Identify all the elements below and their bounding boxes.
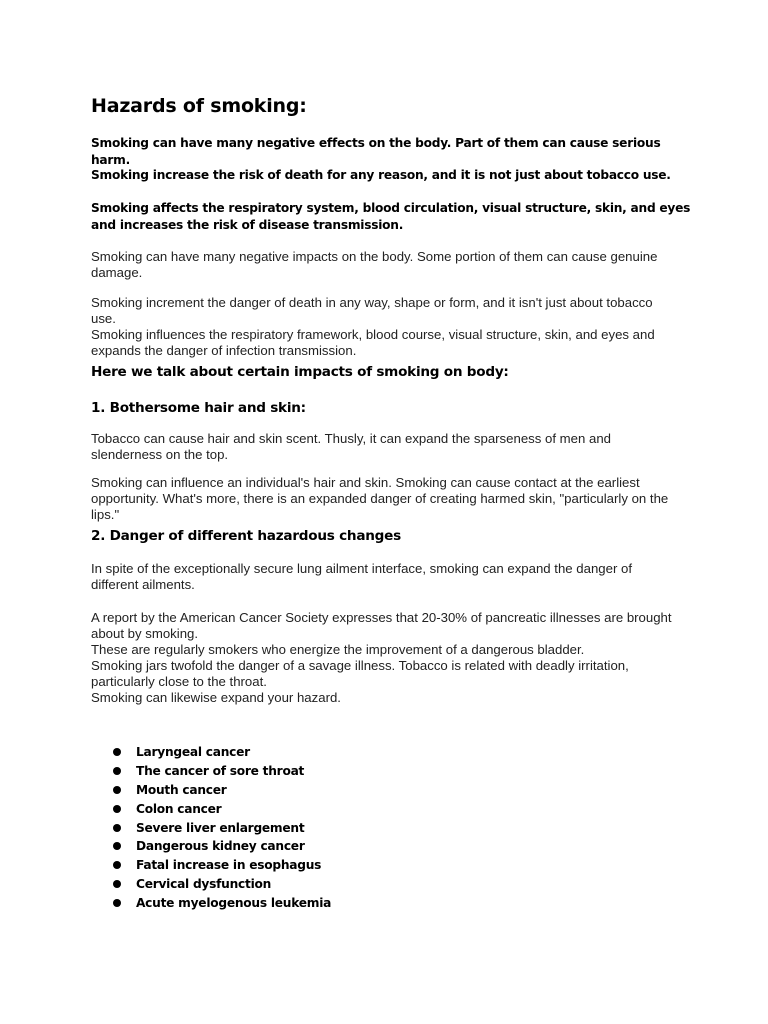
bullet-icon <box>113 748 121 756</box>
list-item-label: Fatal increase in esophagus <box>136 858 322 873</box>
bullet-icon <box>113 767 121 775</box>
section1-paragraph-1: Tobacco can cause hair and skin scent. Thusly, it can expand the sparseness of men and slenderness on the top. <box>91 431 611 462</box>
list-item-label: Mouth cancer <box>136 782 227 797</box>
section2-paragraph-1: In spite of the exceptionally secure lung ailment interface, smoking can expand the danger of different ailments. <box>91 561 633 592</box>
bullet-icon <box>113 805 121 813</box>
document-title: Hazards of smoking: <box>91 95 307 117</box>
intro-paragraph-2: Smoking increase the risk of death for any reason, and it is not just about tobacco use. <box>91 168 671 182</box>
list-item <box>113 875 331 894</box>
bullet-icon <box>113 880 121 888</box>
intro-paragraph-1: Smoking can have many negative effects on the body. Part of them can cause serious harm. <box>91 136 661 167</box>
list-item <box>113 819 331 838</box>
paraphrase-paragraph-2: Smoking increment the danger of death in any way, shape or form, and it isn't just about tobacco use. Smoking influences the respiratory framework, blood course, visual structure, skin, and eyes and expands the danger of infection transmission. <box>91 295 655 358</box>
list-item <box>113 837 331 856</box>
bullet-icon <box>113 786 121 794</box>
list-item-label: The cancer of sore throat <box>136 763 305 778</box>
section2-heading: 2. Danger of different hazardous changes <box>91 528 401 544</box>
list-item-label: Cervical dysfunction <box>136 877 272 892</box>
section1-heading: 1. Bothersome hair and skin: <box>91 400 306 416</box>
bullet-icon <box>113 899 121 907</box>
list-item <box>113 762 331 781</box>
list-item <box>113 894 331 913</box>
paraphrase-paragraph-1: Smoking can have many negative impacts on the body. Some portion of them can cause genuine damage. <box>91 249 658 280</box>
list-item-label: Severe liver enlargement <box>136 820 305 835</box>
cancer-list <box>113 743 331 913</box>
list-item <box>113 800 331 819</box>
intro-paragraph-3: Smoking affects the respiratory system, blood circulation, visual structure, skin, and eyes and increases the risk of disease transmission. <box>91 201 691 232</box>
section2-paragraph-2: A report by the American Cancer Society expresses that 20-30% of pancreatic illnesses are brought about by smoking. These are regularly smokers who energize the improvement of a dangerous bladder. Smoking jars twofold the danger of a savage illness. Tobacco is related with deadly irritation, particularly close to the throat. Smoking can likewise expand your hazard. <box>91 610 672 705</box>
bullet-icon <box>113 824 121 832</box>
bullet-icon <box>113 861 121 869</box>
list-item-label: Acute myelogenous leukemia <box>136 896 332 911</box>
list-item-label: Colon cancer <box>136 801 222 816</box>
bullet-icon <box>113 842 121 850</box>
list-item-label: Laryngeal cancer <box>136 745 250 759</box>
list-item <box>113 856 331 875</box>
list-item <box>113 781 331 800</box>
list-item-label: Dangerous kidney cancer <box>136 839 305 854</box>
section1-paragraph-2: Smoking can influence an individual's hair and skin. Smoking can cause contact at the earliest opportunity. What's more, there is an expanded danger of creating harmed skin, "particularly on the lips." <box>91 475 669 522</box>
impacts-heading: Here we talk about certain impacts of smoking on body: <box>91 364 509 380</box>
list-item <box>113 743 331 762</box>
